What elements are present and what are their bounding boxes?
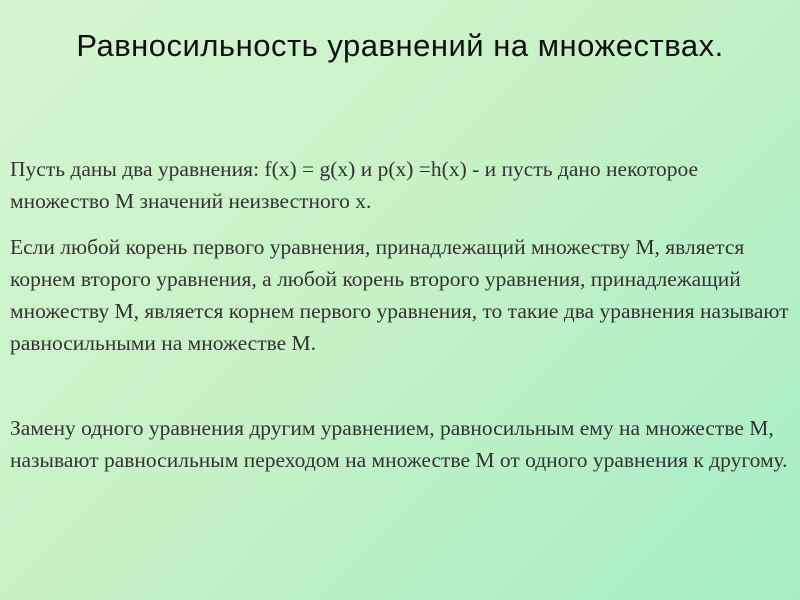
paragraph-equivalent-transition: Замену одного уравнения другим уравнением, равносильным ему на множестве М, называют равносильным переходом на множестве М от одного уравнения к другому. xyxy=(10,416,788,472)
slide-title: Равносильность уравнений на множествах. xyxy=(76,28,724,63)
paragraph-definition-setup: Пусть даны два уравнения: f(x) = g(x) и p(x) =h(x) - и пусть дано некоторое множество М значений неизвестного x. xyxy=(10,157,699,213)
paragraph-equivalence-definition: Если любой корень первого уравнения, принадлежащий множеству М, является корнем второго уравнения, а любой корень второго уравнения, принадлежащий множеству М, является корнем первого уравнения, то такие два уравнения называют равносильными на множестве М. xyxy=(10,235,789,355)
